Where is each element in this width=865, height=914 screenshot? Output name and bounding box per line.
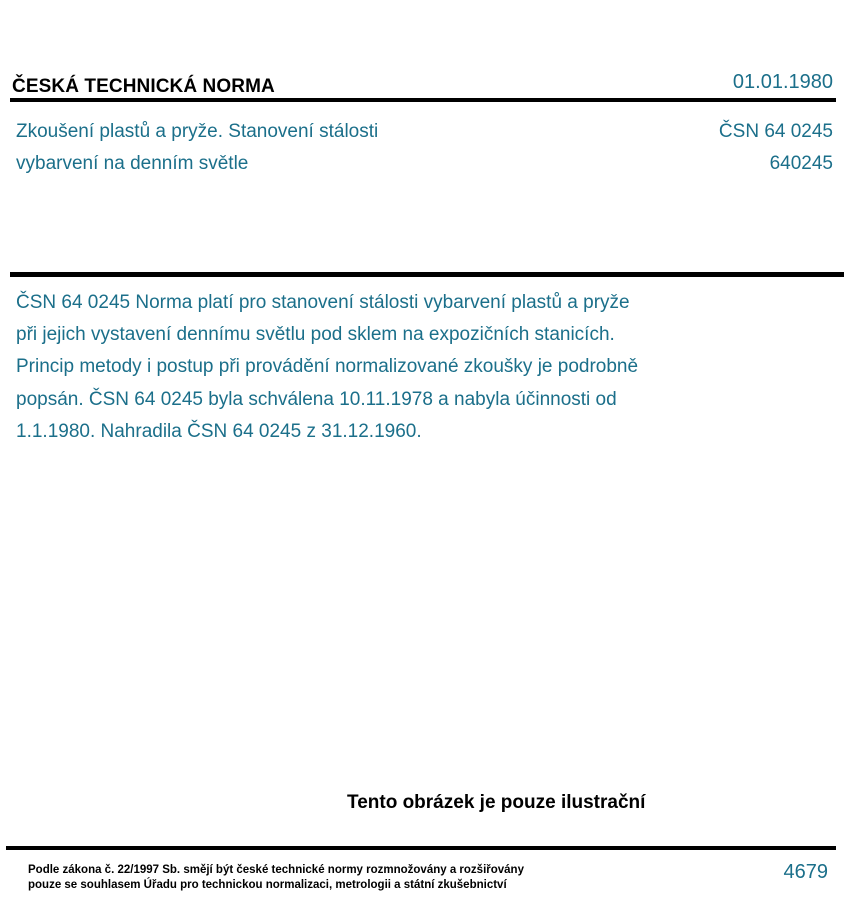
standard-class-number: 640245	[769, 153, 833, 174]
page-number: 4679	[783, 861, 828, 883]
document-header-title: ČESKÁ TECHNICKÁ NORMA	[12, 76, 275, 97]
legal-notice-line-2: pouze se souhlasem Úřadu pro technickou normalizaci, metrologii a státní zkušebnictví	[28, 879, 507, 891]
legal-notice	[28, 863, 524, 893]
standard-identifiers	[719, 116, 833, 180]
footer-divider	[6, 846, 836, 850]
standard-title-line-1: Zkoušení plastů a pryže. Stanovení stálosti	[16, 121, 379, 142]
description-line: popsán. ČSN 64 0245 byla schválena 10.11.1978 a nabyla účinnosti od	[16, 388, 617, 410]
standard-title	[16, 116, 378, 180]
description-line: 1.1.1980. Nahradila ČSN 64 0245 z 31.12.1960.	[16, 420, 422, 442]
standard-description	[16, 287, 756, 448]
legal-notice-line-1: Podle zákona č. 22/1997 Sb. smějí být české technické normy rozmnožovány a rozšiřovány	[28, 864, 524, 876]
description-line: ČSN 64 0245 Norma platí pro stanovení stálosti vybarvení plastů a pryže	[16, 292, 630, 313]
document-date: 01.01.1980	[732, 71, 833, 93]
description-line: Princip metody i postup při provádění normalizované zkoušky je podrobně	[16, 356, 639, 378]
header-divider	[10, 98, 836, 102]
standard-title-line-2: vybarvení na denním světle	[16, 153, 249, 174]
description-line: při jejich vystavení dennímu světlu pod sklem na expozičních stanicích.	[16, 324, 615, 346]
standard-code: ČSN 64 0245	[718, 121, 833, 142]
section-divider	[10, 272, 844, 277]
illustration-note: Tento obrázek je pouze ilustrační	[347, 792, 646, 813]
